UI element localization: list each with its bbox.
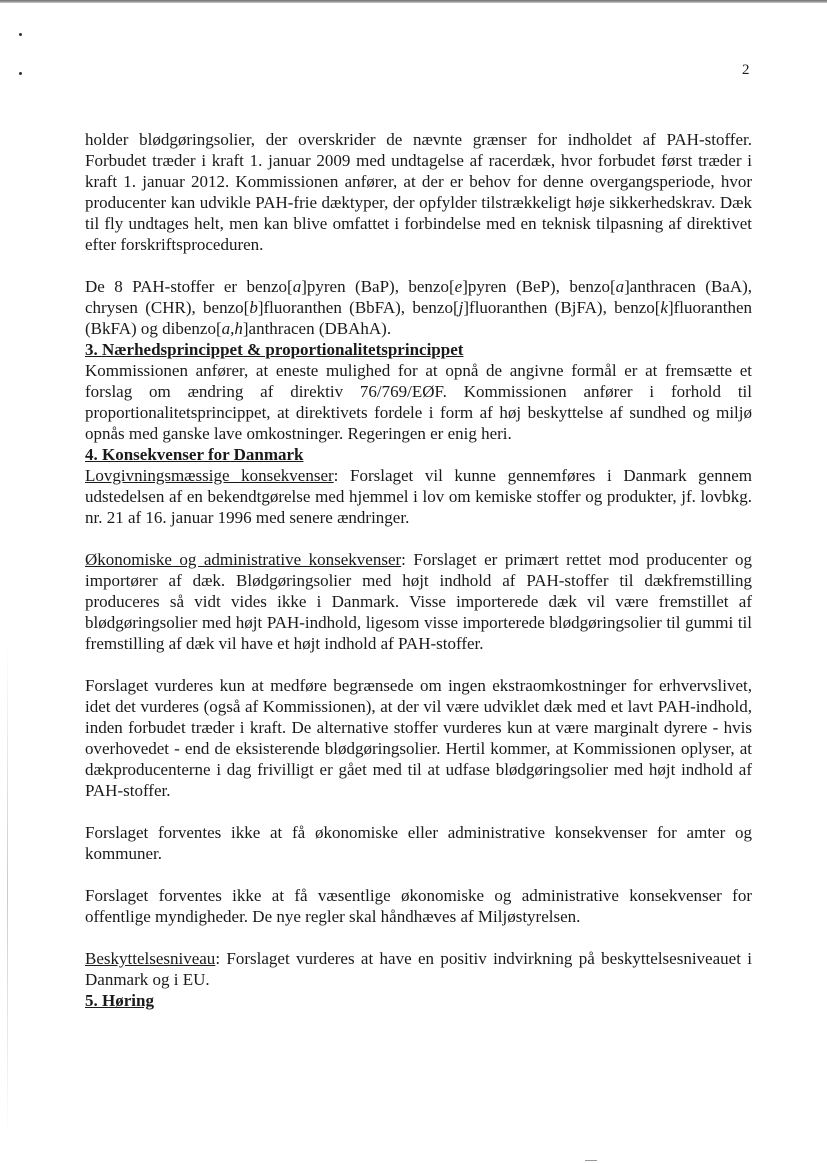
section-heading-consultation: 5. Høring [85, 991, 154, 1010]
page-number: 2 [742, 62, 750, 78]
paragraph-legal-consequences: Lovgivningsmæssige konsekvenser: Forslaget vil kunne gennemføres i Danmark gennem udstedelsen af en bekendtgørelse med hjemmel i lov om kemiske stoffer og produkter, jf. lovbkg. nr. 21 af 16. januar 1996 med senere ændringer. [85, 466, 752, 527]
document-body [85, 129, 752, 1011]
scan-bottom-mark [585, 1160, 597, 1161]
section-heading-consequences: 4. Konsekvenser for Danmark [85, 445, 304, 464]
page-top-border [0, 0, 827, 3]
paragraph-protection-level: Beskyttelsesniveau: Forslaget vurderes at have en positiv indvirkning på beskyttelsesniveauet i Danmark og i EU. [85, 949, 752, 989]
scan-speck [19, 72, 22, 75]
scan-speck [19, 33, 22, 36]
paragraph-cost-assessment: Forslaget vurderes kun at medføre begrænsede om ingen ekstraomkostninger for erhvervslivet, idet det vurderes (også af Kommissionen), at der vil være udviklet dæk med et lavt PAH-indhold, inden forbudet træder i kraft. De alternative stoffer vurderes kun at være marginalt dyrere - hvis overhovedet - end de eksisterende blødgøringsolier. Hertil kommer, at Kommissionen oplyser, at dækproducenterne i dag frivilligt er gået med til at udfase blødgøringsolier med højt indhold af PAH-stoffer. [85, 676, 752, 800]
paragraph-ban-timeline: holder blødgøringsolier, der overskrider de nævnte grænser for indholdet af PAH-stoffer. Forbudet træder i kraft 1. januar 2009 med undtagelse af racerdæk, hvor forbudet først træder i kraft 1. januar 2012. Kommissionen anfører, at der er behov for denne overgangsperiode, hvor producenter kan udvikle PAH-frie dæktyper, der opfylder tilstrækkeligt høje sikkerhedskrav. Dæk til fly undtages helt, men kan blive omfattet i forbindelse med en teknisk tilpasning af direktivet efter forskriftsproceduren. [85, 130, 752, 254]
section-heading-subsidiarity: 3. Nærhedsprincippet & proportionalitetsprincippet [85, 340, 464, 359]
paragraph-counties: Forslaget forventes ikke at få økonomiske eller administrative konsekvenser for amter og kommuner. [85, 823, 752, 863]
scan-edge-line [7, 640, 8, 1140]
subheading-economic: Økonomiske og administrative konsekvenser [85, 550, 402, 569]
subheading-legal: Lovgivningsmæssige konsekvenser [85, 466, 334, 485]
subheading-protection: Beskyttelsesniveau [85, 949, 216, 968]
paragraph-pah-substances: De 8 PAH-stoffer er benzo[a]pyren (BaP), benzo[e]pyren (BeP), benzo[a]anthracen (BaA), chrysen (CHR), benzo[b]fluoranthen (BbFA), benzo[j]fluoranthen (BjFA), benzo[k]fluoranthen (BkFA) og dibenzo[a,h]anthracen (DBAhA). [85, 277, 753, 338]
paragraph-economic-consequences: Økonomiske og administrative konsekvenser: Forslaget er primært rettet mod producenter og importører af dæk. Blødgøringsolier med højt indhold af PAH-stoffer til dækfremstilling produceres så vidt vides ikke i Danmark. Visse importerede dæk vil være fremstillet af blødgøringsolier med højt PAH-indhold, ligesom visse importerede blødgøringsolier til gummi til fremstilling af dæk vil have et højt indhold af PAH-stoffer. [85, 550, 752, 653]
paragraph-subsidiarity: Kommissionen anfører, at eneste mulighed for at opnå de angivne formål er at fremsætte et forslag om ændring af direktiv 76/769/EØF. Kommissionen anfører i forhold til proportionalitetsprincippet, at direktivets fordele i form af høj beskyttelse af sundhed og miljø opnås med ganske lave omkostninger. Regeringen er enig heri. [85, 361, 752, 443]
paragraph-authorities: Forslaget forventes ikke at få væsentlige økonomiske og administrative konsekvenser for offentlige myndigheder. De nye regler skal håndhæves af Miljøstyrelsen. [85, 886, 752, 926]
